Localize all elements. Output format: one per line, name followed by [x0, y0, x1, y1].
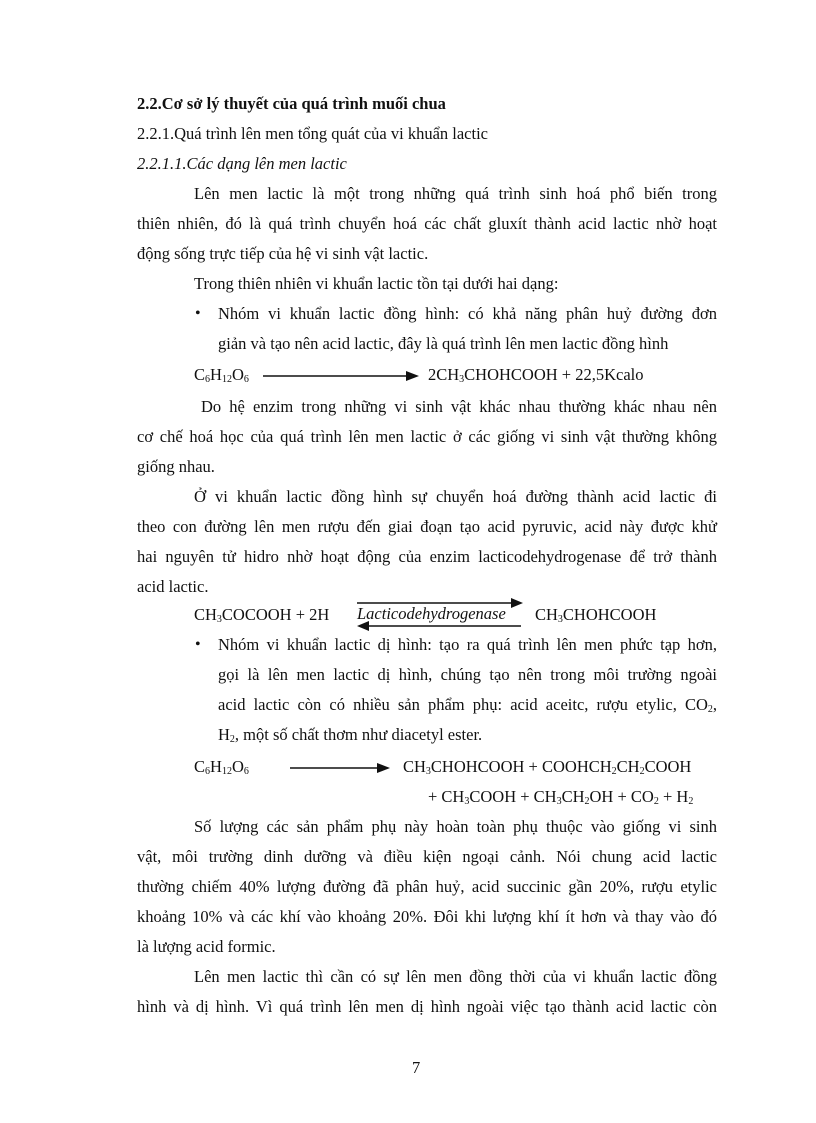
bullet-2-line-2: gọi là lên men lactic dị hình, chúng tạo nên trong môi trường ngoài	[218, 665, 717, 684]
equation-3-right-line-1: $CH_3CHOHCOOH$ + $COOHCH_2CH_2COOH$	[403, 757, 692, 777]
bullet-2-line-3: acid lactic còn có nhiều sản phẩm phụ: acid aceitc, rượu etylic, $CO_2$,	[218, 695, 717, 715]
bullet-2-marker: •	[195, 636, 201, 653]
section-heading: 2.2.Cơ sở lý thuyết của quá trình muối chua	[137, 94, 446, 113]
subsection-heading: 2.2.1.Quá trình lên men tổng quát của vi khuẩn lactic	[137, 124, 488, 143]
bullet-1-line-2: giản và tạo nên acid lactic, đây là quá trình lên men lactic đồng hình	[218, 334, 669, 353]
equation-3-left: $C_6H_{12}O_6$	[194, 757, 249, 777]
paragraph-5-line-1: Số lượng các sản phẩm phụ này hoàn toàn phụ thuộc vào giống vi sinh	[194, 817, 717, 836]
paragraph-1-line-1: Lên men lactic là một trong những quá trình sinh hoá phổ biến trong	[194, 184, 717, 203]
bullet-2-line-4: $H_2$, một số chất thơm như diacetyl ester.	[218, 725, 483, 745]
bullet-1-marker: •	[195, 305, 201, 322]
paragraph-6-line-2: hình và dị hình. Vì quá trình lên men dị hình ngoài việc tạo thành acid lactic còn	[137, 997, 717, 1016]
equation-1-left: $C_6H_{12}O_6$	[194, 365, 249, 385]
paragraph-5-line-4: khoảng 10% và các khí vào khoảng 20%. Đôi khi lượng khí ít hơn và thay vào đó	[137, 907, 717, 926]
paragraph-3-line-2: cơ chế hoá học của quá trình lên men lactic ở các giống vi sinh vật thường không	[137, 427, 717, 446]
paragraph-5-line-3: thường chiếm 40% lượng đường đã phân huỷ, acid succinic gần 20%, rượu etylic	[137, 877, 717, 896]
paragraph-4-line-1: Ở vi khuẩn lactic đồng hình sự chuyển hoá đường thành acid lactic đi	[194, 487, 717, 506]
equation-1-arrow	[263, 369, 419, 383]
paragraph-5-line-5: là lượng acid formic.	[137, 937, 276, 956]
paragraph-1-line-2: thiên nhiên, đó là quá trình chuyển hoá các chất gluxít thành acid lactic nhờ hoạt	[137, 214, 717, 233]
page-number: 7	[412, 1058, 421, 1077]
paragraph-2: Trong thiên nhiên vi khuẩn lactic tồn tại dưới hai dạng:	[194, 274, 559, 293]
equation-1-right: $2CH_3CHOHCOOH$ + 22,5Kcalo	[428, 365, 644, 385]
paragraph-4-line-4: acid lactic.	[137, 577, 209, 596]
paragraph-3-line-1: Do hệ enzim trong những vi sinh vật khác nhau thường khác nhau nên	[201, 397, 717, 416]
subsubsection-heading: 2.2.1.1.Các dạng lên men lactic	[137, 154, 347, 173]
paragraph-3-line-3: giống nhau.	[137, 457, 215, 476]
paragraph-6-line-1: Lên men lactic thì cần có sự lên men đồng thời của vi khuẩn lactic đồng	[194, 967, 717, 986]
equation-3-right-line-2: + $CH_3COOH + CH_3CH_2OH + CO_2 + H_2$	[428, 787, 694, 807]
equation-2-right: $CH_3CHOHCOOH$	[535, 605, 657, 625]
equation-3-arrow	[290, 761, 390, 775]
paragraph-4-line-3: hai nguyên tử hidro nhờ hoạt động của enzim lacticodehydrogenase để trở thành	[137, 547, 717, 566]
bullet-1-line-1: Nhóm vi khuẩn lactic đồng hình: có khả năng phân huỷ đường đơn	[218, 304, 717, 323]
equation-2-enzyme: Lacticodehydrogenase	[357, 604, 506, 623]
equation-2-left: $CH_3COCOOH + 2H$	[194, 605, 330, 625]
paragraph-1-line-3: động sống trực tiếp của hệ vi sinh vật lactic.	[137, 244, 429, 263]
paragraph-4-line-2: theo con đường lên men rượu đến giai đoạn tạo acid pyruvic, acid này được khử	[137, 517, 717, 536]
bullet-2-line-1: Nhóm vi khuẩn lactic dị hình: tạo ra quá trình lên men phức tạp hơn,	[218, 635, 717, 654]
paragraph-5-line-2: vật, môi trường dinh dưỡng và điều kiện ngoại cảnh. Nói chung acid lactic	[137, 847, 717, 866]
